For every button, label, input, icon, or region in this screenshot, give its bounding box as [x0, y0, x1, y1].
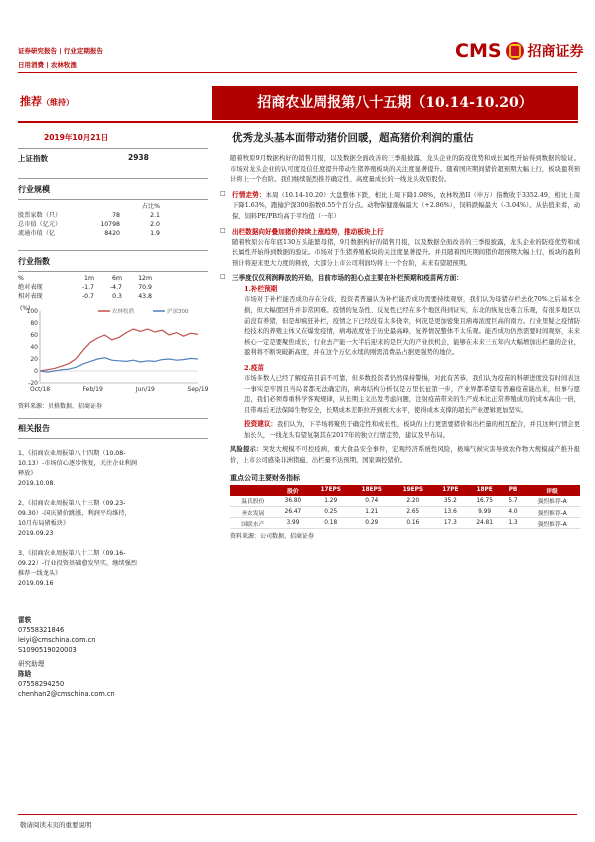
index-header — [18, 274, 208, 283]
risk-text: 突发大规模不可控疫病，重大食品安全事件，宏观经济系统性风险，极端气候灾害导致农作物大规模减产推升报价，上市公司感染非洲猪瘟、出栏量不达预期，国家调控猪价。 — [230, 446, 581, 465]
financial-table — [230, 485, 580, 530]
col-header: % — [18, 275, 24, 282]
divider — [18, 438, 208, 439]
advice-head: 投资建议： — [244, 420, 278, 429]
cell: 0.18 — [310, 518, 351, 529]
square-bullet-icon: □ — [220, 189, 226, 197]
cell: 0.25 — [310, 507, 351, 518]
col-header: 评级 — [524, 485, 580, 496]
cell: 35.2 — [433, 496, 467, 507]
rating — [20, 93, 74, 109]
main-content — [220, 154, 581, 541]
logo — [455, 40, 584, 62]
bullet-text: 随着牧原公布年底130万头能繁母猪，9月数据构好的销售月报，以及数据全面改善的三季报披露，龙头企业的防疫优势和成长属性开始得到数据的验证。市场对于生猪养殖板块的关注度显著提升。并且随着国庆期间猪价超预期大幅上行，板块的盈利预计将迎来更大力度的释放，大部分上市公司利润均将上一个台阶，未来有望超预期。 — [232, 238, 580, 267]
scale-share: 1.9 — [150, 230, 160, 237]
y-tick-label: 0 — [34, 368, 38, 375]
scale-label: 股票家数（只） — [18, 212, 62, 219]
related-item[interactable]: 3、《招商农业周报第八十二期（09.16-09.22）-行业投资基础愈发坚实，继续强烈推荐一线龙头》 — [18, 550, 137, 577]
col-header: 18EPS — [351, 485, 392, 496]
related-item[interactable]: 2、《招商农业周报第八十三期（09.23-09.30）-国庆猪价跳涨，利润平均维持，10月布局猪板块》 — [18, 500, 131, 527]
col-header: 17PE — [433, 485, 467, 496]
cell: 0.74 — [351, 496, 392, 507]
divider — [18, 250, 208, 251]
related-title: 相关报告 — [18, 424, 50, 433]
table-title: 重点公司主要财务指标 — [230, 472, 300, 482]
bullet-head: 三季度仅仅利润释放的开始，目前市场的担心点主要在补栏预期和疫苗两方面： — [232, 274, 463, 283]
analyst-role: 研究助理 — [18, 660, 45, 668]
cell: -4.7 — [109, 284, 122, 291]
table-header — [230, 485, 580, 496]
x-tick-label: Feb/19 — [82, 386, 103, 393]
bullet-head: 出栏数据向好叠加猪价持续上涨趋势，推动板块上行 — [232, 227, 384, 236]
table-row — [230, 507, 580, 518]
cell: 2.65 — [392, 507, 433, 518]
report-type: 证券研究报告 | 行业定期报告 — [18, 47, 103, 55]
cell: 5.7 — [502, 496, 524, 507]
col-header: 19EPS — [392, 485, 433, 496]
rating-cell: 强烈推荐-A — [524, 496, 580, 507]
footer-note: 敬请阅读末页的重要说明 — [20, 821, 92, 829]
cell: 1.21 — [351, 507, 392, 518]
x-tick-label: Oct/18 — [29, 386, 51, 393]
analyst-email[interactable]: leiyi@cmschina.com.cn — [18, 636, 96, 644]
col-header: 股价 — [276, 485, 311, 496]
cell: 3.99 — [276, 518, 311, 529]
rating-cell: 强烈推荐-A — [524, 518, 580, 529]
related-item[interactable]: 1、《招商农业周报第八十四期（10.08-10.13）-市场信心逐步恢复，关注企业利润释放》 — [18, 450, 137, 477]
square-bullet-icon: □ — [220, 273, 226, 281]
col-header: 18PE — [467, 485, 502, 496]
col-header: 6m — [112, 275, 122, 282]
scale-row — [18, 229, 208, 238]
related-date: 2019.09.16 — [18, 580, 54, 587]
row-label: 绝对表现 — [18, 284, 43, 291]
logo-icon — [506, 42, 524, 60]
rating-cell: 强烈推荐-A — [524, 507, 580, 518]
company-name: 温氏股份 — [230, 496, 276, 507]
scale-share: 2.0 — [150, 221, 160, 228]
divider — [18, 199, 208, 200]
analyst-block — [18, 615, 208, 699]
risk-head: 风险提示： — [230, 446, 263, 454]
analyst-phone: 07558321846 — [18, 626, 65, 634]
scale-row — [18, 220, 208, 229]
analyst-phone: 07558294250 — [18, 680, 65, 688]
header-rule — [18, 72, 577, 73]
cell: -1.7 — [81, 284, 94, 291]
cell: 1.29 — [310, 496, 351, 507]
cell: 1.3 — [502, 518, 524, 529]
y-tick-label: 80 — [30, 320, 38, 327]
cell: 26.47 — [276, 507, 311, 518]
cell: 17.3 — [433, 518, 467, 529]
col-header: 12m — [138, 275, 152, 282]
report-title: 招商农业周报第八十五期（10.14-10.20） — [212, 86, 578, 120]
series-line — [40, 329, 198, 371]
cell: 9.99 — [467, 507, 502, 518]
footer-rule — [18, 814, 577, 815]
cell: 0.3 — [112, 293, 122, 300]
y-tick-label: 20 — [30, 356, 38, 363]
related-date: 2019.09.23 — [18, 530, 54, 537]
divider — [18, 271, 208, 272]
cell: 70.9 — [138, 284, 152, 291]
col-header — [230, 485, 276, 496]
related-list — [18, 449, 138, 589]
cell: 2.20 — [392, 496, 433, 507]
col-header: 1m — [84, 275, 94, 282]
index-row-abs — [18, 283, 208, 292]
cell: 24.81 — [467, 518, 502, 529]
col-header: 17EPS — [310, 485, 351, 496]
headline: 优秀龙头基本面带动猪价回暖，超高猪价利润的重估 — [232, 132, 474, 144]
y-tick-label: -20 — [28, 380, 38, 387]
scale-label: 流通市值（亿 — [18, 230, 56, 237]
performance-chart — [18, 305, 208, 395]
cell: 13.6 — [433, 507, 467, 518]
company-name: 国联水产 — [230, 518, 276, 529]
bullet-text: 本周（10.14-10.20）大盘整体下跌，相比上周下降1.08%，农林牧渔II（申万）指数收于3352.49，相比上周下降1.63%，跑输沪深300指数0.55个百分点。动物保健涨幅最大（+2.86%），饲料跌幅最大（-3.04%）。从估值来看，动保、饲料PE/PB均高于平均值（一年） — [232, 191, 581, 220]
bullet-supply — [220, 226, 580, 270]
cell: -0.7 — [81, 293, 94, 300]
divider — [18, 178, 208, 179]
scale-header — [18, 202, 208, 211]
bullet-head: 行情走势： — [232, 190, 266, 199]
scale-share: 2.1 — [150, 212, 160, 219]
subsection-title: 1.补栏预期 — [244, 285, 278, 294]
y-tick-label: 60 — [30, 332, 38, 339]
report-date: 2019年10月21日 — [44, 133, 109, 142]
x-tick-label: Jun/19 — [135, 386, 155, 393]
scale-label: 总市值（亿元） — [18, 221, 62, 228]
logo-cms: CMS — [455, 40, 502, 62]
subsection-text: 市场多数人已经了解疫苗目前不可靠，但多数投资者仍然保持警惕，对此有苦恭，我们认为疫苗的科研进度没有时间表这一事实是牢固且当局者都无法确定的，病毒结构分析仅是万里长征第一步，产业界都希望有普遍疫苗能出来，但事与愿违，我们必须尊重科学客观规律，从长期主义出发考虑问题，注射疫苗带来的生产成本比正常养殖成功的成本高出一倍，且带毒后无法保障生物安全，长期成本差距拉开到极大水平，使得成本支撑的超长产业逻辑更加坚实。 — [244, 374, 580, 414]
subsection-title: 2.疫苗 — [244, 363, 265, 372]
bullet-market — [220, 189, 581, 223]
sidebar — [18, 148, 208, 699]
index-row-rel — [18, 292, 208, 301]
chart-source: 资料来源：贝格数据、招商证券 — [18, 403, 103, 410]
cell: 0.29 — [351, 518, 392, 529]
cell: 0.16 — [392, 518, 433, 529]
index-row — [18, 149, 208, 164]
row-label: 相对表现 — [18, 293, 43, 300]
industry-index-title: 行业指数 — [18, 257, 50, 266]
table-row — [230, 518, 580, 529]
advice-text: 我们认为，下半场将聚焦于确定性和成长性，板块的上行更需要猪价和出栏量的相互配合，并且这种行情会更加长久，一线龙头有望复制其在2017年的独立行情走势，建议及早布局。 — [244, 421, 581, 439]
x-tick-label: Sep/19 — [187, 386, 208, 393]
logo-name: 招商证券 — [527, 44, 584, 60]
index-label: 上证指数 — [18, 154, 48, 163]
company-name: 圣农发展 — [230, 507, 276, 518]
subsection-text: 市场对于补栏能否成功存在分歧，投资者普遍认为补栏能否成功需要持续观察，我们认为母猪存栏去化70%之后基本全损，但大幅度回升并非常困难。疫情的复杂性、反复性已经在多个地区得到证实，东北的恢复也难言乐观，有很多地区以前没有养猪，但是却疯狂补栏，疫情之下已经没有太多侥幸，何况是更加密集且病毒浓度巨高的南方。行业里疑之疫情防控技术的养殖主体又在爆发疫情，病毒浓度处于历史最高峰，复养情况整体不太乐观。能否成功仍然需要时间观察，未来核心一定是要聚焦成长，行业去产能一大半后迎来的是巨大的产业扶机会，能够在未来三五年内大幅增加出栏量的企业，盈利将不断突破新高度，并在这个万亿水续的刚需消费品占据更强势的地位。 — [244, 296, 580, 357]
scale-value: 10798 — [100, 221, 120, 228]
rating-label: 推荐 — [20, 95, 42, 108]
analyst-name: 雷轶 — [18, 616, 32, 624]
analyst-id: S1090519020003 — [18, 646, 77, 654]
cell: 16.75 — [467, 496, 502, 507]
legend-label: 沪深300 — [167, 309, 189, 315]
share-header: 占比% — [141, 203, 160, 210]
title-rule — [18, 121, 578, 123]
y-tick-label: 100 — [26, 308, 38, 315]
table-row — [230, 496, 580, 507]
bullet-concerns — [220, 273, 581, 441]
cell: 43.8 — [138, 293, 152, 300]
analyst-name: 陈晗 — [18, 670, 32, 678]
divider — [18, 418, 208, 419]
y-tick-label: 40 — [30, 344, 38, 351]
analyst-email[interactable]: chenhan2@cmschina.com.cn — [18, 690, 115, 698]
scale-value: 8420 — [104, 230, 120, 237]
scale-row — [18, 211, 208, 220]
col-header: PB — [502, 485, 524, 496]
cell: 4.0 — [502, 507, 524, 518]
index-value: 2938 — [128, 153, 149, 162]
rating-sub: （维持） — [42, 97, 74, 107]
table-source: 资料来源：公司数据、招商证券 — [230, 533, 315, 541]
industry-scale-title: 行业规模 — [18, 185, 50, 194]
cell: 36.80 — [276, 496, 311, 507]
square-bullet-icon: □ — [220, 226, 226, 234]
sector: 日用消费 | 农林牧渔 — [18, 61, 77, 69]
legend-label: 农林牧渔 — [112, 309, 135, 315]
y-axis-label: (%) — [20, 305, 31, 312]
scale-value: 78 — [112, 212, 120, 219]
intro-paragraph: 随着牧原9月数据构好的销售月报，以及数据全面改善的三季报披露，龙头企业的防疫优势和成长属性开始得到数据的验证。市场对龙头企业的认可度及信任度提升带动生猪养殖板块的关注度显著提升。随着国庆期间猪价超预期大幅上行，板块盈利预计将上一个台阶。我们继续强烈推荐确定性、高度量成长的一线龙头效原股份。 — [230, 155, 580, 184]
related-date: 2019.10.08. — [18, 480, 56, 487]
